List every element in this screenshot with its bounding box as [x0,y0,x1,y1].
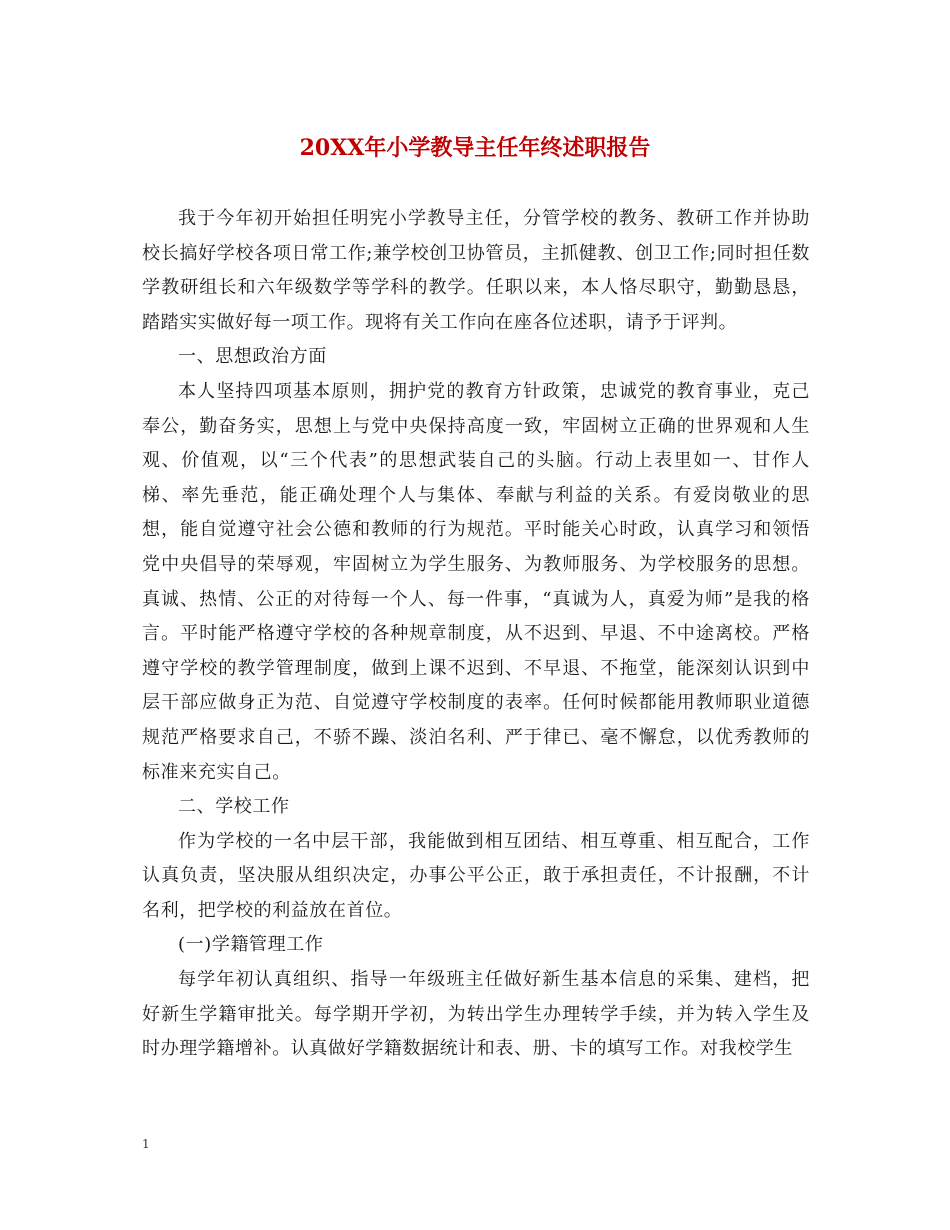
page-number: 1 [142,1137,150,1151]
document-body [142,202,810,1067]
paragraph-school-work: 作为学校的一名中层干部，我能做到相互团结、相互尊重、相互配合，工作认真负责，坚决服从组织决定，办事公平公正，敢于承担责任，不计报酬，不计名利，把学校的利益放在首位。 [142,830,810,921]
section-heading-political: 一、思想政治方面 [178,346,327,368]
paragraph-intro: 我于今年初开始担任明宪小学教导主任，分管学校的教务、教研工作并协助校长搞好学校各项日常工作;兼学校创卫协管员，主抓健教、创卫工作;同时担任数学教研组长和六年级数学等学科的教学。任职以来，本人恪尽职守，勤勤恳恳，踏踏实实做好每一项工作。现将有关工作向在座各位述职，请予于评判。 [142,208,810,333]
section-heading-school-work: 二、学校工作 [178,796,290,818]
document-title: 20XX年小学教导主任年终述职报告 [299,135,651,161]
subsection-heading-enrollment: (一)学籍管理工作 [178,934,324,956]
paragraph-enrollment: 每学年初认真组织、指导一年级班主任做好新生基本信息的采集、建档，把好新生学籍审批关。每学期开学初，为转出学生办理转学手续，并为转入学生及时办理学籍增补。认真做好学籍数据统计和表、册、卡的填写工作。对我校学生 [142,969,810,1060]
paragraph-political: 本人坚持四项基本原则，拥护党的教育方针政策，忠诚党的教育事业，克己奉公，勤奋务实，思想上与党中央保持高度一致，牢固树立正确的世界观和人生观、价值观，以“三个代表”的思想武装自己的头脑。行动上表里如一、甘作人梯、率先垂范，能正确处理个人与集体、奉献与利益的关系。有爱岗敬业的思想，能自觉遵守社会公德和教师的行为规范。平时能关心时政，认真学习和领悟党中央倡导的荣辱观，牢固树立为学生服务、为教师服务、为学校服务的思想。真诚、热情、公正的对待每一个人、每一件事，“真诚为人，真爱为师”是我的格言。平时能严格遵守学校的各种规章制度，从不迟到、早退、不中途离校。严格遵守学校的教学管理制度，做到上课不迟到、不早退、不拖堂，能深刻认识到中层干部应做身正为范、自觉遵守学校制度的表率。任何时候都能用教师职业道德规范严格要求自己，不骄不躁、淡泊名利、严于律已、毫不懈怠，以优秀教师的标准来充实自己。 [142,380,810,783]
